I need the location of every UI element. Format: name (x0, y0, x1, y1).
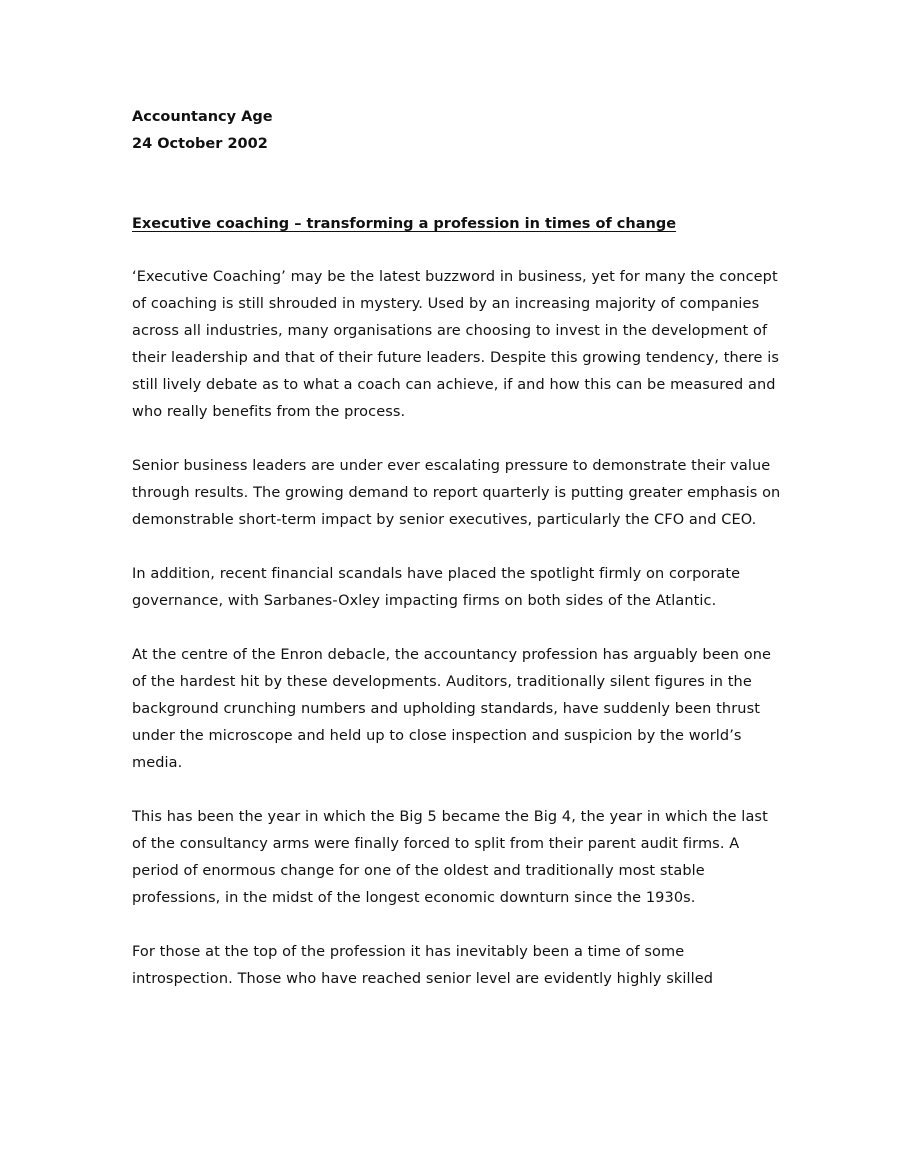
article-paragraph-1: ‘Executive Coaching’ may be the latest buzzword in business, yet for many the concept of coaching is still shrouded in mystery. Used by an increasing majority of companies across all industries, many organisations are choosing to invest in the development of their leadership and that of their future leaders. Despite this growing tendency, there is still lively debate as to what a coach can achieve, if and how this can be measured and who really benefits from the process. (132, 269, 780, 420)
article-paragraph-6: For those at the top of the profession it has inevitably been a time of some introspection. Those who have reached senior level are evidently highly skilled (132, 944, 714, 987)
article-paragraph-3: In addition, recent financial scandals have placed the spotlight firmly on corporate governance, with Sarbanes-Oxley impacting firms on both sides of the Atlantic. (132, 566, 741, 609)
article-headline: Executive coaching – transforming a profession in times of change (132, 216, 677, 232)
article-paragraph-4: At the centre of the Enron debacle, the accountancy profession has arguably been one of the hardest hit by these developments. Auditors, traditionally silent figures in the background crunching numbers and upholding standards, have suddenly been thrust under the microscope and held up to close inspection and suspicion by the world’s media. (132, 647, 772, 771)
publication-name: Accountancy Age (132, 109, 273, 125)
article-paragraph-2: Senior business leaders are under ever escalating pressure to demonstrate their value through results. The growing demand to report quarterly is putting greater emphasis on demonstrable short-term impact by senior executives, particularly the CFO and CEO. (132, 458, 781, 528)
document-page (132, 104, 782, 993)
publication-date: 24 October 2002 (132, 136, 268, 152)
article-paragraph-5: This has been the year in which the Big 5 became the Big 4, the year in which the last of the consultancy arms were finally forced to split from their parent audit firms. A period of enormous change for one of the oldest and traditionally most stable professions, in the midst of the longest economic downturn since the 1930s. (132, 809, 768, 906)
